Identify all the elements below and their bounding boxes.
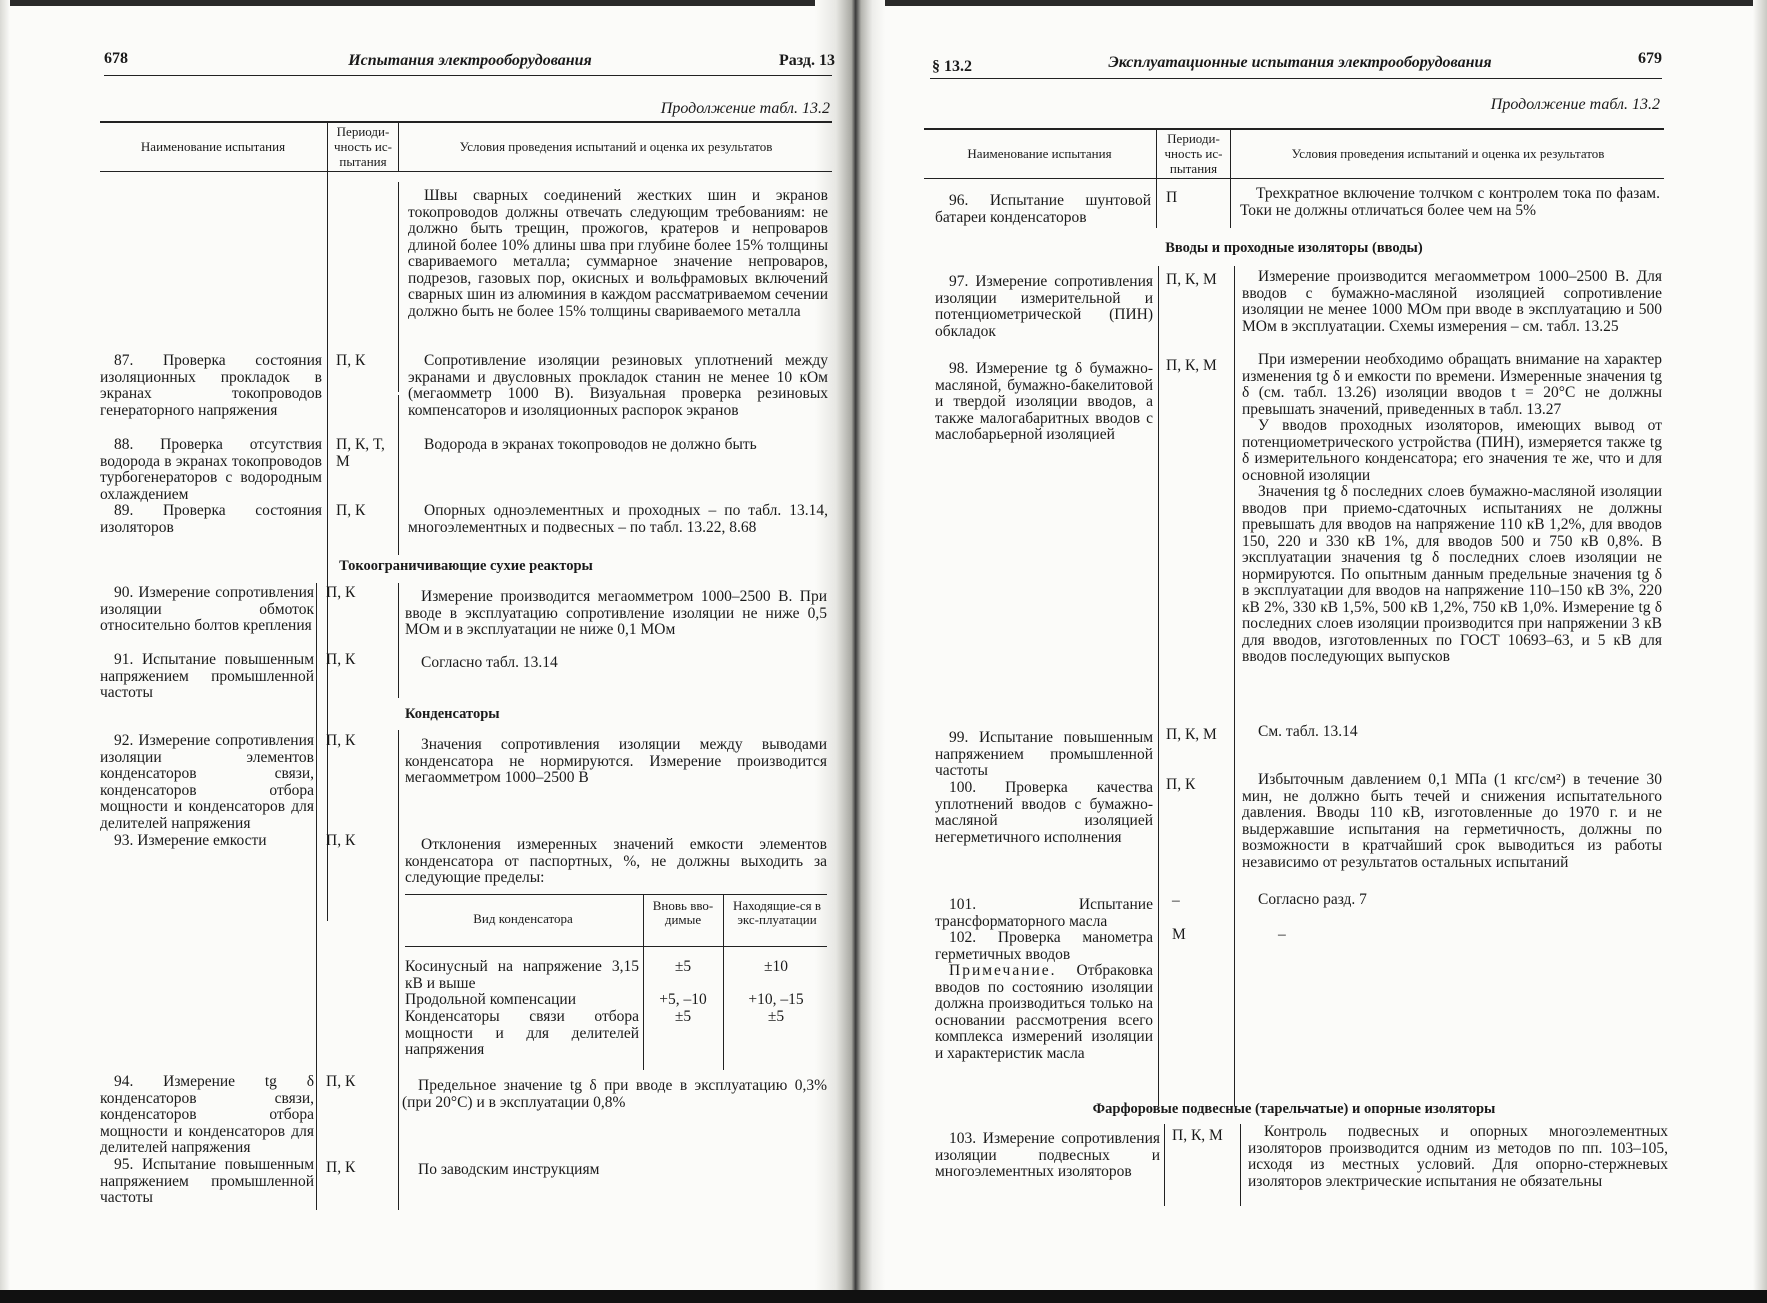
right-col-divider-2a	[1230, 128, 1231, 228]
row-86-conditions: Швы сварных соединений жестких шин и экранов токопроводов должны отвечать следующим требованиям: не должно быть трещин, прожогов, кратеров и непроваров длиной более 10% длины шва при глубине более 15% толщины свариваемого металла; суммарное значение непроваров, подрезов, газовых пор, окисных и вольфрамовых включений сварных шин из алюминия в каждом рассматриваемом сечении должно быть не более 15% толщины свариваемого металла	[408, 187, 828, 320]
row-92-conditions: Значения сопротивления изоляции между выводами конденсатора не нормируются. Измерение производится мегаомметром 1000–2500 В	[405, 736, 827, 786]
row-101-name: 101. Испытание трансформаторного масла	[935, 896, 1153, 930]
cap-table-div-1	[643, 894, 644, 1070]
left-col-divider-1	[327, 121, 328, 921]
row-100-conditions: Избыточным давлением 0,1 МПа (1 кгс/см²) в течение 30 мин, не должно быть течей и снижения испытательного давления. Вводы 110 кВ, изготовленные до 1970 г. и не выдержавшие испытания на герметичность, должны по возможности в кратчайший срок выводиться из работы независимо от результатов остальных испытаний	[1242, 771, 1662, 871]
left-col-name-header: Наименование испытания	[140, 138, 286, 154]
left-col-divider-2b	[398, 395, 399, 555]
cap-row-2-new: +5, –10	[659, 991, 707, 1008]
row-101-periodicity: –	[1172, 892, 1180, 909]
row-93-name: 93. Измерение емкости	[114, 832, 267, 849]
row-91-conditions: Согласно табл. 13.14	[421, 654, 558, 671]
row-88-periodicity: П, К, Т, М	[336, 436, 385, 470]
left-col-divider-1b	[316, 583, 317, 1210]
left-col-periodicity-header: Периоди-чность ис-пытания	[333, 123, 392, 169]
row-101-conditions: Согласно разд. 7	[1258, 891, 1367, 908]
right-table-head-rule	[924, 178, 1664, 179]
right-col-name-header: Наименование испытания	[967, 145, 1112, 161]
left-continuation: Продолжение табл. 13.2	[660, 100, 830, 117]
cap-table-div-2	[723, 894, 724, 1070]
row-98-paragraph-2: У вводов проходных изоляторов, имеющих вывод от потенциометрического устройства (ПИН), измеряется также tg δ измерительного конденсатора; его значения те же, что и для основной изоляции	[1242, 417, 1662, 484]
row-98-name: 98. Измерение tg δ бумажно-масляной, бумажно-бакелитовой и твердой изоляции вводов, а также малогабаритных вводов с маслобарьерной изоляцией	[935, 360, 1153, 443]
cap-col-type-header: Вид конденсатора	[473, 911, 573, 926]
left-col-divider-2-head	[398, 121, 399, 171]
cap-row-3-type: Конденсаторы связи отбора мощности и для делителей напряжения	[405, 1008, 639, 1058]
cap-col-new-header: Вновь вво-димые	[652, 898, 714, 927]
row-89-periodicity: П, К	[336, 502, 366, 519]
scan-right-edge	[1753, 0, 1767, 1290]
cap-row-3-service: ±5	[767, 1008, 785, 1025]
row-91-periodicity: П, К	[326, 651, 356, 668]
section-bushings-heading: Вводы и проходные изоляторы (вводы)	[1165, 240, 1423, 256]
row-99-conditions: См. табл. 13.14	[1258, 723, 1358, 740]
row-92-periodicity: П, К	[326, 732, 356, 749]
right-running-title: Эксплуатационные испытания электрооборудования	[1108, 54, 1492, 71]
row-102-name: 102. Проверка манометра герметичных вводов	[935, 929, 1153, 963]
row-87-periodicity: П, К	[336, 352, 366, 369]
cap-row-3-new: ±5	[674, 1008, 692, 1025]
right-page-number: 679	[1638, 50, 1662, 67]
cap-table-top	[405, 894, 827, 895]
left-col-divider-2a	[398, 182, 399, 392]
row-88-conditions: Водорода в экранах токопроводов не должно быть	[424, 436, 757, 453]
row-87-conditions: Сопротивление изоляции резиновых уплотнений между экранами и двусловных прокладок станин не менее 10 кОм (мегаомметр 1000 В). Визуальная проверка резиновых компенсаторов и изоляционных распорок экранов	[408, 352, 828, 419]
cap-table-head-bottom	[405, 946, 827, 947]
right-col-divider-2b	[1234, 266, 1235, 1106]
cap-row-2-type: Продольной компенсации	[405, 991, 577, 1008]
row-97-conditions: Измерение производится мегаомметром 1000–2500 В. Для вводов с бумажно-масляной изоляцией сопротивление изоляции не менее 1000 МОм при вводе в эксплуатацию и 500 МОм в эксплуатации. Схемы измерения – см. табл. 13.25	[1242, 268, 1662, 335]
row-103-conditions: Контроль подвесных и опорных многоэлементных изоляторов производится одним из методов по пп. 103–105, исходя из местных условий. Для опорно-стержневых изоляторов электрические испытания не обязательны	[1248, 1123, 1668, 1190]
row-94-conditions: Предельное значение tg δ при вводе в эксплуатацию 0,3% (при 20°С) и в эксплуатации 0,8%	[402, 1077, 827, 1111]
section-reactors-heading: Токоограничивающие сухие реакторы	[339, 558, 593, 574]
row-92-name: 92. Измерение сопротивления изоляции элементов конденсаторов связи, конденсаторов отбора мощности и конденсаторов для делителей напряжения	[100, 732, 314, 832]
row-96-periodicity: П	[1166, 189, 1178, 206]
row-98-paragraph-3: Значения tg δ последних слоев бумажно-масляной изоляции вводов при приемо-сдаточных испытаниях не должны превышать для вводов на напряжение 110 кВ 1,2%, для вводов 150, 220 и 330 кВ 1%, для вводов 500 и 750 кВ 0,8%. В эксплуатации значения tg δ последних слоев изоляции не нормируются. По опытным данным предельные значения tg δ в эксплуатации для вводов на напряжение 110–150 кВ 3%, 220 кВ 2%, 330 кВ 1,5%, 500 кВ 1,2%, 750 кВ 1,0%. Измерение tg δ последних слоев изоляции производится при напряжении 3 кВ для вводов, изготовленных по ГОСТ 10693–63, и 5 кВ для вводов последующих выпусков	[1242, 483, 1662, 665]
right-col-divider-1c	[1164, 1124, 1165, 1206]
scan-left-edge	[0, 0, 10, 1290]
cap-col-service-header: Находящие-ся в экс-плуатации	[732, 898, 822, 927]
section-porcelain-heading: Фарфоровые подвесные (тарельчатые) и опорные изоляторы	[1092, 1101, 1496, 1117]
row-103-periodicity: П, К, М	[1172, 1127, 1223, 1144]
cap-row-2-service: +10, –15	[748, 991, 804, 1008]
row-89-name: 89. Проверка состояния изоляторов	[100, 502, 322, 536]
row-93-periodicity: П, К	[326, 832, 356, 849]
cap-row-1-type: Косинусный на напряжение 3,15 кВ и выше	[405, 958, 639, 992]
left-running-title: Испытания электрооборудования	[348, 52, 592, 69]
row-93-conditions: Отклонения измеренных значений емкости элементов конденсатора от паспортных, %, не должны выходить за следующие пределы:	[405, 836, 827, 886]
scan-bottom-edge	[0, 1290, 1767, 1303]
row-96-conditions: Трехкратное включение толчком с контролем тока по фазам. Токи не должны отличаться более чем на 5%	[1240, 185, 1660, 219]
row-90-conditions: Измерение производится мегаомметром 1000–2500 В. При вводе в эксплуатацию сопротивление изоляции не ниже 0,5 МОм и в эксплуатации не ниже 0,1 МОм	[405, 588, 827, 638]
note-text: Отбраковка вводов по состоянию изоляции должна производиться только на основании рассмотрения всего комплекса измерений изоляции и характеристик масла	[935, 962, 1153, 1062]
row-98-paragraph-1: При измерении необходимо обращать внимание на характер изменения tg δ и емкости по времени. Измеренные значения tg δ (см. табл. 13.26) изоляции вводов t = 20°С не должны превышать значений, приведенных в табл. 13.27	[1242, 351, 1662, 418]
right-section-number: § 13.2	[932, 58, 972, 75]
left-col-divider-2c	[398, 583, 399, 698]
right-col-conditions-header: Условия проведения испытаний и оценка их результатов	[1291, 145, 1605, 161]
row-88-name: 88. Проверка отсутствия водорода в экранах токопроводов турбогенераторов с водородным охлаждением	[100, 436, 322, 503]
row-87-name: 87. Проверка состояния изоляционных прокладок в экранах токопроводов генераторного напряжения	[100, 352, 322, 419]
row-102-periodicity: М	[1172, 926, 1186, 943]
note-heading: Примечание.	[949, 962, 1057, 979]
row-98-periodicity: П, К, М	[1166, 357, 1217, 374]
row-95-periodicity: П, К	[326, 1159, 356, 1176]
row-103-name: 103. Измерение сопротивления изоляции подвесных и многоэлементных изоляторов	[935, 1130, 1160, 1180]
left-table-head-rule	[100, 171, 832, 172]
bushing-note	[935, 963, 1153, 1062]
right-col-divider-1b	[1158, 266, 1159, 1106]
row-100-name: 100. Проверка качества уплотнений вводов с бумажно-масляной изоляцией негерметичного исполнения	[935, 779, 1153, 846]
row-90-periodicity: П, К	[326, 584, 356, 601]
cap-row-1-service: ±10	[763, 958, 788, 975]
left-page-number: 678	[104, 50, 128, 67]
row-99-name: 99. Испытание повышенным напряжением промышленной частоты	[935, 729, 1153, 779]
right-col-divider-1a	[1156, 128, 1157, 228]
row-96-name: 96. Испытание шунтовой батареи конденсаторов	[935, 192, 1151, 226]
cap-row-1-new: ±5	[674, 958, 692, 975]
left-header-rule	[104, 75, 832, 76]
row-90-name: 90. Измерение сопротивления изоляции обмоток относительно болтов крепления	[100, 584, 314, 634]
right-continuation: Продолжение табл. 13.2	[1490, 96, 1660, 113]
row-95-conditions: По заводским инструкциям	[418, 1161, 600, 1178]
row-95-name: 95. Испытание повышенным напряжением промышленной частоты	[100, 1156, 314, 1206]
row-98-conditions	[1242, 352, 1662, 666]
row-99-periodicity: П, К, М	[1166, 726, 1217, 743]
row-102-conditions: –	[1278, 926, 1286, 943]
right-header-rule	[930, 78, 1662, 79]
section-capacitors-heading: Конденсаторы	[405, 706, 500, 722]
row-97-name: 97. Измерение сопротивления изоляции измерительной и потенциометрической (ПИН) обкладок	[935, 273, 1153, 340]
right-col-divider-2c	[1240, 1124, 1241, 1206]
row-94-name: 94. Измерение tg δ конденсаторов связи, конденсаторов отбора мощности и конденсаторов для делителей напряжения	[100, 1073, 314, 1156]
left-section-ref: Разд. 13	[778, 52, 835, 69]
left-col-divider-2d	[398, 730, 399, 1210]
row-89-conditions: Опорных одноэлементных и проходных – по табл. 13.14, многоэлементных и подвесных – по табл. 13.22, 8.68	[408, 502, 828, 536]
right-col-periodicity-header: Периоди-чность ис-пытания	[1164, 130, 1223, 176]
row-94-periodicity: П, К	[326, 1073, 356, 1090]
row-91-name: 91. Испытание повышенным напряжением промышленной частоты	[100, 651, 314, 701]
left-col-conditions-header: Условия проведения испытаний и оценка их результатов	[459, 138, 773, 154]
row-100-periodicity: П, К	[1166, 776, 1196, 793]
row-97-periodicity: П, К, М	[1166, 271, 1217, 288]
